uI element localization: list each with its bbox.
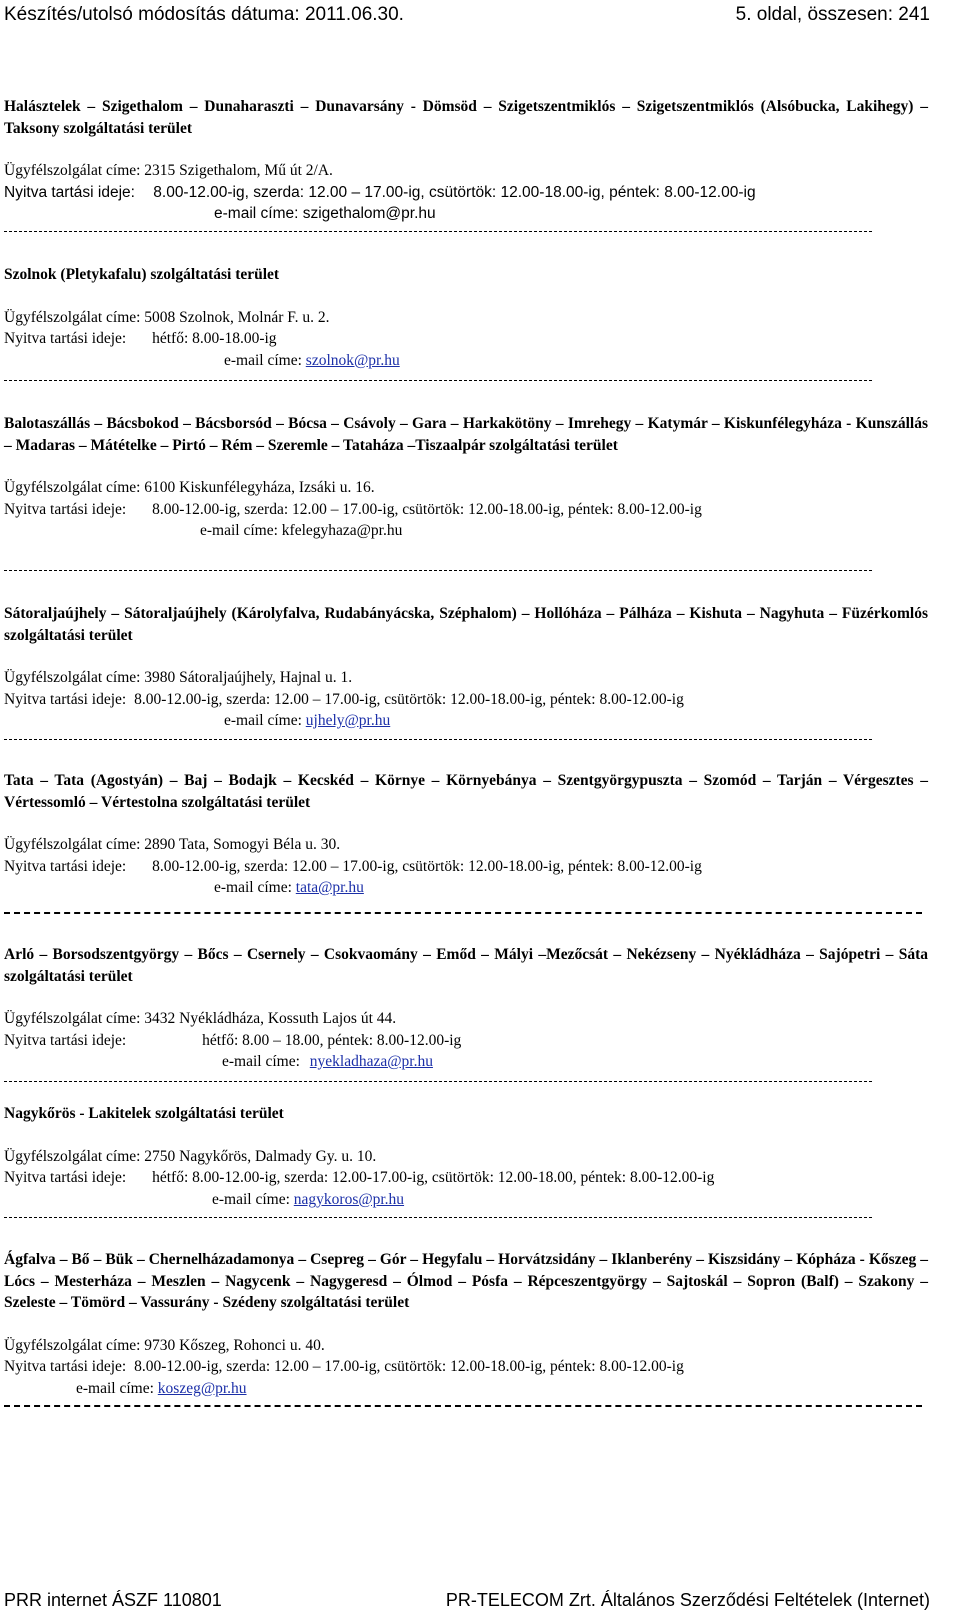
section-divider xyxy=(4,570,872,571)
email-link[interactable]: nyekladhaza@pr.hu xyxy=(309,1053,433,1070)
service-area-title: Arló – Borsodszentgyörgy – Bőcs – Csernely – Csokvaomány – Emőd – Mályi –Mezőcsát – Nekézseny – Nyékládháza – Sajópetri – Sáta szolgáltatási terület xyxy=(4,946,928,985)
service-area-section xyxy=(4,413,928,542)
email-label: e-mail címe: xyxy=(214,879,292,896)
office-address: Ügyfélszolgálat címe: 9730 Kőszeg, Rohonci u. 40. xyxy=(4,1336,325,1354)
email-label: e-mail címe: xyxy=(212,1190,290,1208)
opening-hours-label: Nyitva tartási ideje: xyxy=(4,1169,127,1186)
email-link[interactable]: tata@pr.hu xyxy=(295,879,364,896)
service-area-title: Balotaszállás – Bácsbokod – Bácsborsód – Bócsa – Csávoly – Gara – Harkakötöny – Imrehegy – Katymár – Kiskunfélegyháza - Kunszállás – Madaras – Mátételke – Pirtó – Rém – Szeremle – Tataháza –Tiszaalpár szolgáltatási terület xyxy=(4,415,928,454)
opening-hours-value: 8.00-12.00-ig, szerda: 12.00 – 17.00-ig, csütörtök: 12.00-18.00-ig, péntek: 8.00-12.00-ig xyxy=(134,1358,684,1375)
service-area-section xyxy=(4,264,928,371)
section-divider xyxy=(4,1081,872,1082)
opening-hours-value: 8.00-12.00-ig, szerda: 12.00 – 17.00-ig, csütörtök: 12.00-18.00-ig, péntek: 8.00-12.00-ig xyxy=(152,857,702,875)
office-address: Ügyfélszolgálat címe: 3432 Nyékládháza, Kossuth Lajos út 44. xyxy=(4,1010,397,1027)
email-row xyxy=(4,520,928,542)
service-area-section xyxy=(4,1249,928,1399)
opening-hours-label: Nyitva tartási ideje: xyxy=(4,183,135,201)
opening-hours xyxy=(4,328,928,350)
email-row xyxy=(4,877,928,899)
email-row xyxy=(4,350,928,372)
office-address: Ügyfélszolgálat címe: 6100 Kiskunfélegyháza, Izsáki u. 16. xyxy=(4,479,375,496)
footer-document-title: PR-TELECOM Zrt. Általános Szerződési Feltételek (Internet) xyxy=(445,1590,930,1610)
opening-hours xyxy=(4,856,928,878)
email-label: e-mail címe: xyxy=(224,351,302,369)
opening-hours xyxy=(4,1356,928,1378)
opening-hours-label: Nyitva tartási ideje: xyxy=(4,690,127,708)
email-label: e-mail címe: xyxy=(222,1053,300,1070)
service-area-title: Nagykőrös - Lakitelek szolgáltatási terület xyxy=(4,1105,284,1122)
office-address: Ügyfélszolgálat címe: 2315 Szigethalom, Mű út 2/A. xyxy=(4,162,333,179)
section-divider-bold xyxy=(4,912,922,914)
opening-hours-value: 8.00-12.00-ig, szerda: 12.00 – 17.00-ig, csütörtök: 12.00-18.00-ig, péntek: 8.00-12.00-ig xyxy=(152,500,702,518)
opening-hours xyxy=(4,182,928,204)
email-label: e-mail címe: xyxy=(224,712,302,729)
opening-hours-value: hétfő: 8.00-18.00-ig xyxy=(152,330,277,347)
email-link[interactable]: nagykoros@pr.hu xyxy=(293,1190,405,1208)
opening-hours-label: Nyitva tartási ideje: xyxy=(4,500,127,518)
opening-hours-value: hétfő: 8.00-12.00-ig, szerda: 12.00-17.00-ig, csütörtök: 12.00-18.00, péntek: 8.00-12.00-ig xyxy=(152,1169,715,1186)
email-row xyxy=(4,1378,928,1400)
opening-hours xyxy=(4,1030,928,1052)
email-link[interactable]: ujhely@pr.hu xyxy=(305,712,391,729)
section-divider-bold xyxy=(4,1405,922,1407)
email-link[interactable]: koszeg@pr.hu xyxy=(157,1379,247,1397)
opening-hours-value: hétfő: 8.00 – 18.00, péntek: 8.00-12.00-ig xyxy=(202,1031,462,1049)
email-row xyxy=(4,710,928,732)
section-divider xyxy=(4,380,872,381)
service-area-title: Halásztelek – Szigethalom – Dunaharaszti – Dunavarsány - Dömsöd – Szigetszentmiklós – Szigetszentmiklós (Alsóbucka, Lakihegy) – Taksony szolgáltatási terület xyxy=(4,98,928,137)
service-area-title: Ágfalva – Bő – Bük – Chernelházadamonya – Csepreg – Gór – Hegyfalu – Horvátzsidány – Iklanberény – Kiszsidány – Kópháza - Kőszeg – Lócs – Mesterháza – Meszlen – Nagycenk – Nagygeresd – Ólmod – Pósfa – Répceszentgyörgy – Sajtoskál – Sopron (Balf) – Szakony – Szeleste – Tömörd – Vassurány - Szédeny szolgáltatási terület xyxy=(4,1251,928,1311)
office-address: Ügyfélszolgálat címe: 2890 Tata, Somogyi Béla u. 30. xyxy=(4,836,341,853)
section-divider xyxy=(4,231,872,232)
email-label: e-mail címe: xyxy=(76,1379,154,1397)
page-header xyxy=(4,2,930,28)
service-area-section xyxy=(4,603,928,732)
email-row xyxy=(4,1189,928,1211)
service-area-title: Tata – Tata (Agostyán) – Baj – Bodajk – Kecskéd – Környe – Környebánya – Szentgyörgypuszta – Szomód – Tarján – Vérgesztes – Vértessomló – Vértestolna szolgáltatási terület xyxy=(4,772,928,811)
email-label: e-mail címe: xyxy=(200,522,278,539)
header-page-number: 5. oldal, összesen: 241 xyxy=(735,4,930,25)
service-area-section xyxy=(4,1103,928,1210)
opening-hours-value: 8.00-12.00-ig, szerda: 12.00 – 17.00-ig, csütörtök: 12.00-18.00-ig, péntek: 8.00-12.00-ig xyxy=(153,183,756,201)
service-area-section xyxy=(4,770,928,899)
office-address: Ügyfélszolgálat címe: 3980 Sátoraljaújhely, Hajnal u. 1. xyxy=(4,669,353,686)
opening-hours-value: 8.00-12.00-ig, szerda: 12.00 – 17.00-ig, csütörtök: 12.00-18.00-ig, péntek: 8.00-12.00-ig xyxy=(134,690,684,708)
section-divider xyxy=(4,739,872,740)
service-area-section xyxy=(4,96,928,225)
service-area-title: Sátoraljaújhely – Sátoraljaújhely (Károlyfalva, Rudabányácska, Széphalom) – Hollóháza – Pálháza – Kishuta – Nagyhuta – Füzérkomlós szolgáltatási terület xyxy=(4,605,928,644)
opening-hours xyxy=(4,499,928,521)
email-row xyxy=(4,203,928,225)
opening-hours-label: Nyitva tartási ideje: xyxy=(4,330,127,347)
service-area-title: Szolnok (Pletykafalu) szolgáltatási terület xyxy=(4,266,280,283)
opening-hours-label: Nyitva tartási ideje: xyxy=(4,857,127,875)
opening-hours xyxy=(4,1167,928,1189)
page-footer xyxy=(4,1588,930,1612)
office-address: Ügyfélszolgálat címe: 5008 Szolnok, Molnár F. u. 2. xyxy=(4,308,330,326)
email-address: kfelegyhaza@pr.hu xyxy=(281,522,403,539)
section-divider xyxy=(4,1217,872,1218)
email-label: e-mail címe: xyxy=(214,205,299,222)
email-row xyxy=(4,1051,928,1073)
opening-hours-label: Nyitva tartási ideje: xyxy=(4,1358,127,1375)
footer-document-id: PRR internet ÁSZF 110801 xyxy=(4,1590,222,1610)
email-address: szigethalom@pr.hu xyxy=(302,205,436,222)
email-link[interactable]: szolnok@pr.hu xyxy=(305,351,400,369)
service-area-section xyxy=(4,944,928,1073)
office-address: Ügyfélszolgálat címe: 2750 Nagykőrös, Dalmady Gy. u. 10. xyxy=(4,1147,377,1165)
header-date: Készítés/utolsó módosítás dátuma: 2011.06.30. xyxy=(4,4,404,25)
opening-hours xyxy=(4,689,928,711)
opening-hours-label: Nyitva tartási ideje: xyxy=(4,1031,127,1049)
